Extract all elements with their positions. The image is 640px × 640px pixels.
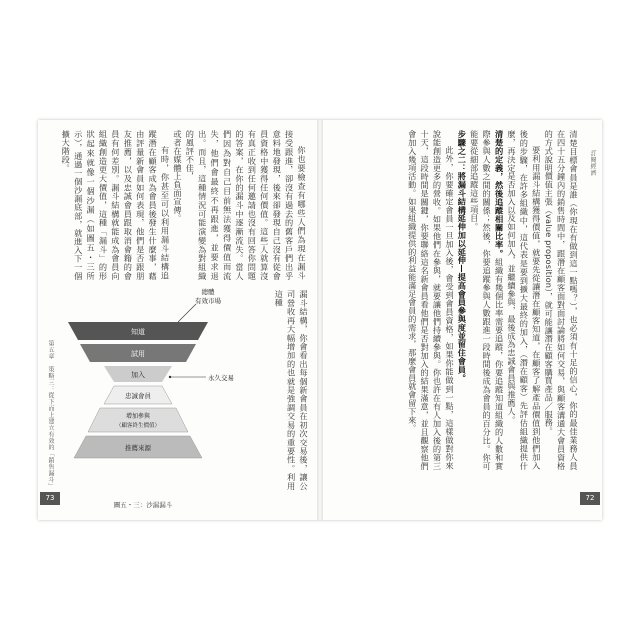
funnel-stage-trial-label: 試用 xyxy=(131,350,145,358)
step-two-heading: 步驟之二：將漏斗結構延伸加以延伸—提高會員參與度並留住會員。 xyxy=(457,130,468,382)
funnel-stage-loyal-label: 忠誠會員 xyxy=(125,392,151,400)
left-page-text-upper xyxy=(58,130,308,280)
funnel-stage-aware-label: 知道 xyxy=(131,328,145,336)
funnel-stage-referral-label: 推薦來源 xyxy=(125,444,151,452)
hourglass-funnel-diagram xyxy=(58,282,238,482)
market-pointer-line xyxy=(178,304,196,322)
right-page xyxy=(320,120,602,520)
funnel-stage-engagement-label-1: 增加參與 xyxy=(125,413,151,420)
left-page xyxy=(38,120,320,520)
book-spread xyxy=(38,120,602,520)
chapter-side-label: 第五章 策略三：從下而上建立有效的「銷售漏斗」 xyxy=(47,340,54,490)
left-page-text-lower xyxy=(246,290,310,490)
annotation-dot xyxy=(169,376,171,378)
right-page-text xyxy=(330,130,580,470)
left-paragraph-3: 有時，你甚至可以利用漏斗結構追蹤潛在顧客成為會員後發生什麼事，藉由評量新會員如何表現，他們是否跟朋友推薦，以及忠誠會員跟取消會籍的會員有何差別。漏斗結構就能成為會員向組織創造更大價值，這種「漏斗」的形狀起來就像一個沙漏（如圖五・三所示），通過一個沙漏底部，就進入下一個擴大階段。 xyxy=(61,130,171,280)
page-number-right: 72 xyxy=(580,492,600,505)
left-paragraph-4: 漏斗結構，你會看出每個新會員在初次交易後，讓公司營收再大幅增加的也就是強調交易的重要性。利用這種 xyxy=(274,290,309,490)
page-number-left: 73 xyxy=(40,492,60,505)
right-paragraph-2: 要利用漏斗結構獲得價值，就要先從讓潛在顧客知道，在顧客了解產品價值到他們加入後的步驟，在許多組織中，這代表是要到擴大最終的加入，（潛在顧客）先評估組織提供什麼，再決定是否加入以及如何加入，並繼續參與，最後成為忠誠會員與推薦人。 xyxy=(506,130,542,470)
permanent-transaction-label: 永久交易 xyxy=(208,374,234,382)
funnel-stage-engagement-label-2: （顧客終生價值） xyxy=(115,423,161,429)
right-paragraph-3-bold: 清楚的定義，然後追蹤相關比率。 xyxy=(494,130,505,258)
right-paragraph-3: 組織有幾個比率需要追蹤，你要追蹤知道組織的人數和實際參與人數之間的關係；然後，你要追蹤參與人數跟進一段時間後成為會員的百分比。你可能要從細部追蹤這些項目。 xyxy=(469,130,505,470)
market-label-line1: 總體 xyxy=(201,288,215,296)
funnel-stage-join-label: 加入 xyxy=(131,371,145,379)
left-paragraph-1: 你也要檢查有哪些人們為現在漏斗接受跟進，卻沒有過去的舊客戶們出乎意料地發現，後來卻發現自己沒有從會員資格中獲得任何價值。這些人就算沒有真正收到任何邀請也沒有回答你問題的答案，在你的漏斗中逐漸流失。當人們因為對自己目前無法獲得價值而流失，他們會最終不再跟進，並要求退出。而且，這種情況可能演變為對組織的風評不佳， xyxy=(185,130,307,280)
book-title-side-label: 訂閱經濟 xyxy=(589,150,596,176)
figure-caption: 圖五・三：沙漏漏斗 xyxy=(113,501,173,509)
right-paragraph-1: 清楚目標會員是誰（你現在有做到這一點嗎？），也必須有十足的信心，你的最佳業務人員在四十五分鐘內的銷售時間中，跟潛在顧客面對面討論將如何交易，與顧客溝通大會員資格的方式說明價值主張（value proposition），就可能讓潛在顧客購買產品／服務。 xyxy=(544,130,579,470)
right-paragraph-4: 此外，你要確定會員一旦加入後，會受到會員資格，如果你能做到一點，這樣做對你來說能創造更多的營收。如果他們在參與，就要讓他們持續參與。你也許在有人加入後的第三十天，這段時間是關鍵，你要聯絡這名新會員看他們是否對加入的結果滿意，並且觀察他們會加入幾項活動。如果組織提供的利益能滿足會員的需求，那麼會員就會留下來。 xyxy=(407,130,455,470)
left-paragraph-2: 或者在媒體上負面宣傳。 xyxy=(172,130,183,223)
market-label-line2: 有效市場 xyxy=(195,297,221,305)
